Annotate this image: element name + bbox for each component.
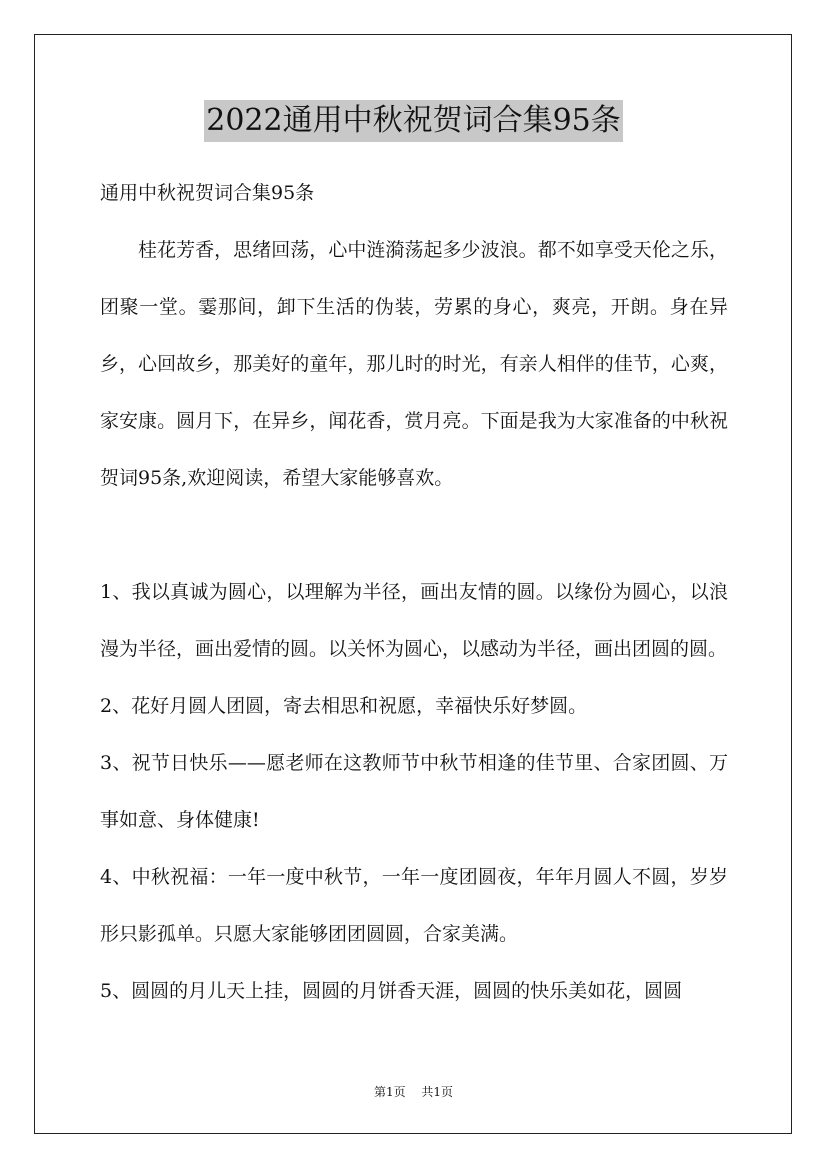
greeting-item-1: 1、我以真诚为圆心，以理解为半径，画出友情的圆。以缘份为圆心，以浪漫为半径，画出爱情的圆。以关怀为圆心，以感动为半径，画出团圆的圆。 [100,581,728,660]
page-total: 共1页 [421,1085,454,1099]
document-title: 2022通用中秋祝贺词合集95条 [204,100,623,142]
document-body [100,165,728,1020]
page-number: 第1页 [373,1085,406,1099]
greeting-item-5: 5、圆圆的月儿天上挂，圆圆的月饼香天涯，圆圆的快乐美如花，圆圆 [100,980,683,1002]
page-footer [0,1084,827,1100]
paragraph-spacer [100,507,728,564]
title-area [0,100,827,142]
greeting-item-4: 4、中秋祝福：一年一度中秋节，一年一度团圆夜，年年月圆人不圆，岁岁形只影孤单。只愿大家能够团团圆圆，合家美满。 [100,866,728,945]
greeting-item-3: 3、祝节日快乐——愿老师在这教师节中秋节相逢的佳节里、合家团圆、万事如意、身体健康! [100,752,728,831]
document-subtitle: 通用中秋祝贺词合集95条 [100,182,315,204]
intro-paragraph: 桂花芳香，思绪回荡，心中涟漪荡起多少波浪。都不如享受天伦之乐，团聚一堂。霎那间，卸下生活的伪装，劳累的身心，爽亮，开朗。身在异乡，心回故乡，那美好的童年，那儿时的时光，有亲人相伴的佳节，心爽，家安康。圆月下，在异乡，闻花香，赏月亮。下面是我为大家准备的中秋祝贺词95条,欢迎阅读，希望大家能够喜欢。 [100,239,728,489]
greeting-item-2: 2、花好月圆人团圆，寄去相思和祝愿，幸福快乐好梦圆。 [100,695,588,717]
